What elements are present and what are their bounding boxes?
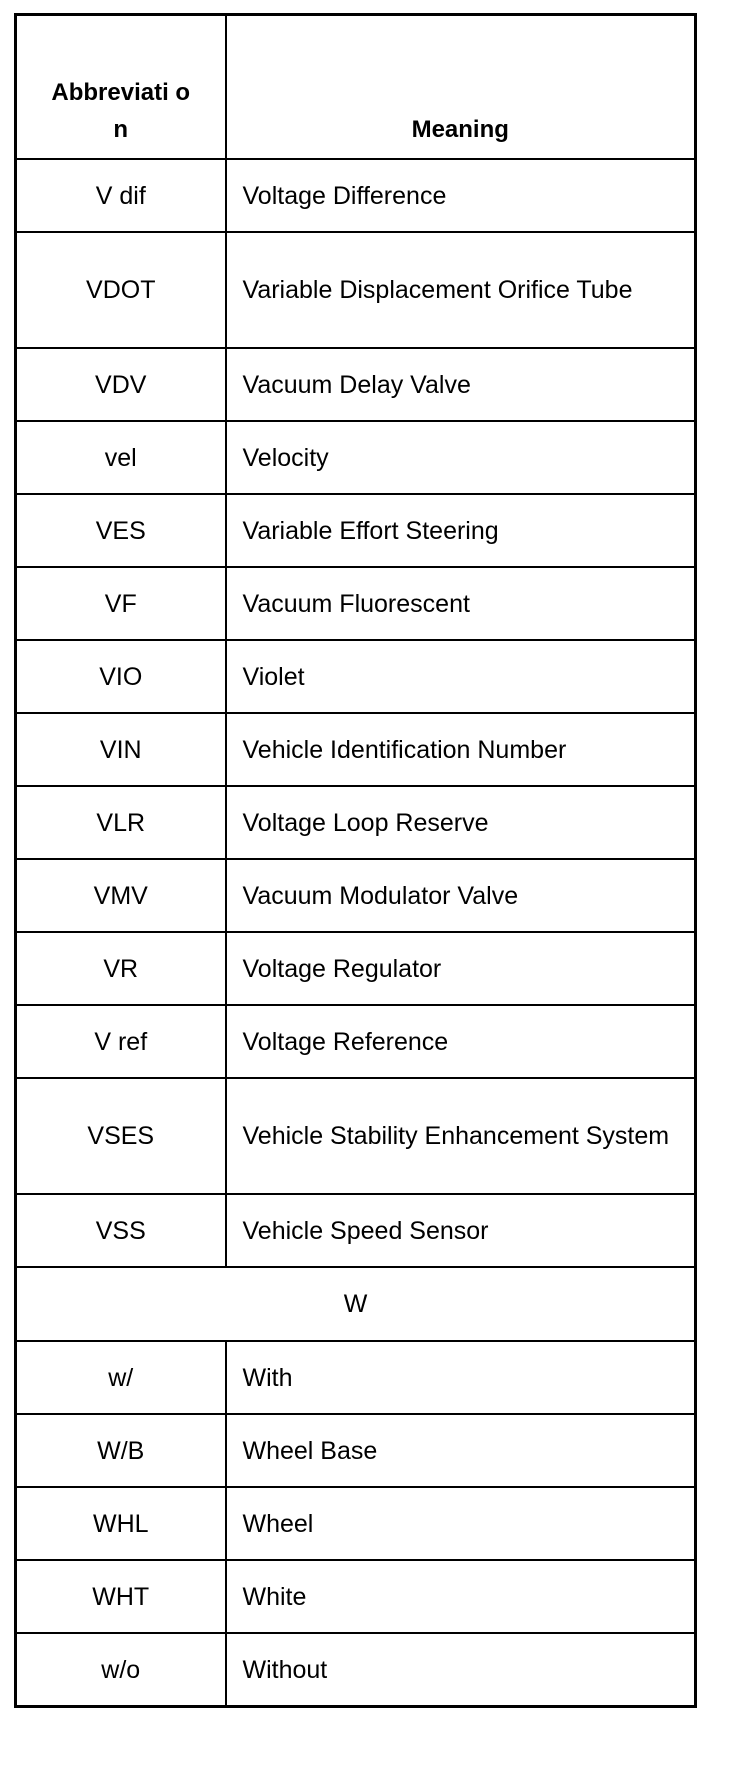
meaning-cell: Wheel Base: [226, 1414, 696, 1487]
abbreviation-cell: V ref: [16, 1005, 226, 1078]
meaning-cell: Voltage Reference: [226, 1005, 696, 1078]
meaning-text: Vehicle Stability Enhancement System: [242, 1122, 670, 1150]
abbreviation-cell: VIN: [16, 713, 226, 786]
meaning-cell: Violet: [226, 640, 696, 713]
meaning-cell: Voltage Loop Reserve: [226, 786, 696, 859]
table-row: [16, 713, 696, 786]
table-row: [16, 640, 696, 713]
table-row: [16, 1414, 696, 1487]
abbreviation-cell: WHT: [16, 1560, 226, 1633]
meaning-cell: Voltage Regulator: [226, 932, 696, 1005]
meaning-cell: Vacuum Delay Valve: [226, 348, 696, 421]
meaning-cell: Variable Effort Steering: [226, 494, 696, 567]
abbreviation-cell: vel: [16, 421, 226, 494]
table-row: [16, 1078, 696, 1194]
table-row: [16, 567, 696, 640]
table-row: [16, 348, 696, 421]
abbreviation-cell: w/: [16, 1341, 226, 1414]
abbreviation-cell: WHL: [16, 1487, 226, 1560]
meaning-cell: Wheel: [226, 1487, 696, 1560]
meaning-cell: Voltage Difference: [226, 159, 696, 232]
section-header-row: [16, 1267, 696, 1341]
abbreviation-cell: VSS: [16, 1194, 226, 1267]
table-row: [16, 1633, 696, 1707]
abbreviation-cell: W/B: [16, 1414, 226, 1487]
table-row: [16, 1487, 696, 1560]
header-abbreviation: Abbreviati on: [16, 15, 226, 160]
abbreviation-cell: VIO: [16, 640, 226, 713]
abbreviation-cell: VSES: [16, 1078, 226, 1194]
table-row: [16, 786, 696, 859]
table-row: [16, 1341, 696, 1414]
meaning-cell: [226, 1078, 696, 1194]
meaning-text: Variable Displacement Orifice Tube: [242, 276, 633, 304]
table-row: [16, 1005, 696, 1078]
meaning-cell: Velocity: [226, 421, 696, 494]
table-row: [16, 1194, 696, 1267]
table-row: [16, 494, 696, 567]
meaning-cell: With: [226, 1341, 696, 1414]
table-row: [16, 859, 696, 932]
abbreviation-cell: VDV: [16, 348, 226, 421]
abbreviation-cell: V dif: [16, 159, 226, 232]
section-letter-w: W: [16, 1267, 696, 1341]
table-header-row: [16, 15, 696, 160]
abbreviation-cell: VDOT: [16, 232, 226, 348]
meaning-cell: Vacuum Modulator Valve: [226, 859, 696, 932]
meaning-cell: Vehicle Identification Number: [226, 713, 696, 786]
abbreviation-cell: VES: [16, 494, 226, 567]
meaning-cell: Vehicle Speed Sensor: [226, 1194, 696, 1267]
abbreviation-cell: VLR: [16, 786, 226, 859]
meaning-cell: Without: [226, 1633, 696, 1707]
meaning-cell: White: [226, 1560, 696, 1633]
meaning-cell: [226, 232, 696, 348]
header-meaning: Meaning: [226, 15, 696, 160]
table-row: [16, 1560, 696, 1633]
meaning-cell: Vacuum Fluorescent: [226, 567, 696, 640]
table-row: [16, 232, 696, 348]
abbreviation-cell: VF: [16, 567, 226, 640]
table-row: [16, 932, 696, 1005]
abbreviation-cell: w/o: [16, 1633, 226, 1707]
abbreviation-cell: VR: [16, 932, 226, 1005]
table-row: [16, 159, 696, 232]
table-row: [16, 421, 696, 494]
abbreviation-table: [14, 13, 697, 1708]
abbreviation-cell: VMV: [16, 859, 226, 932]
